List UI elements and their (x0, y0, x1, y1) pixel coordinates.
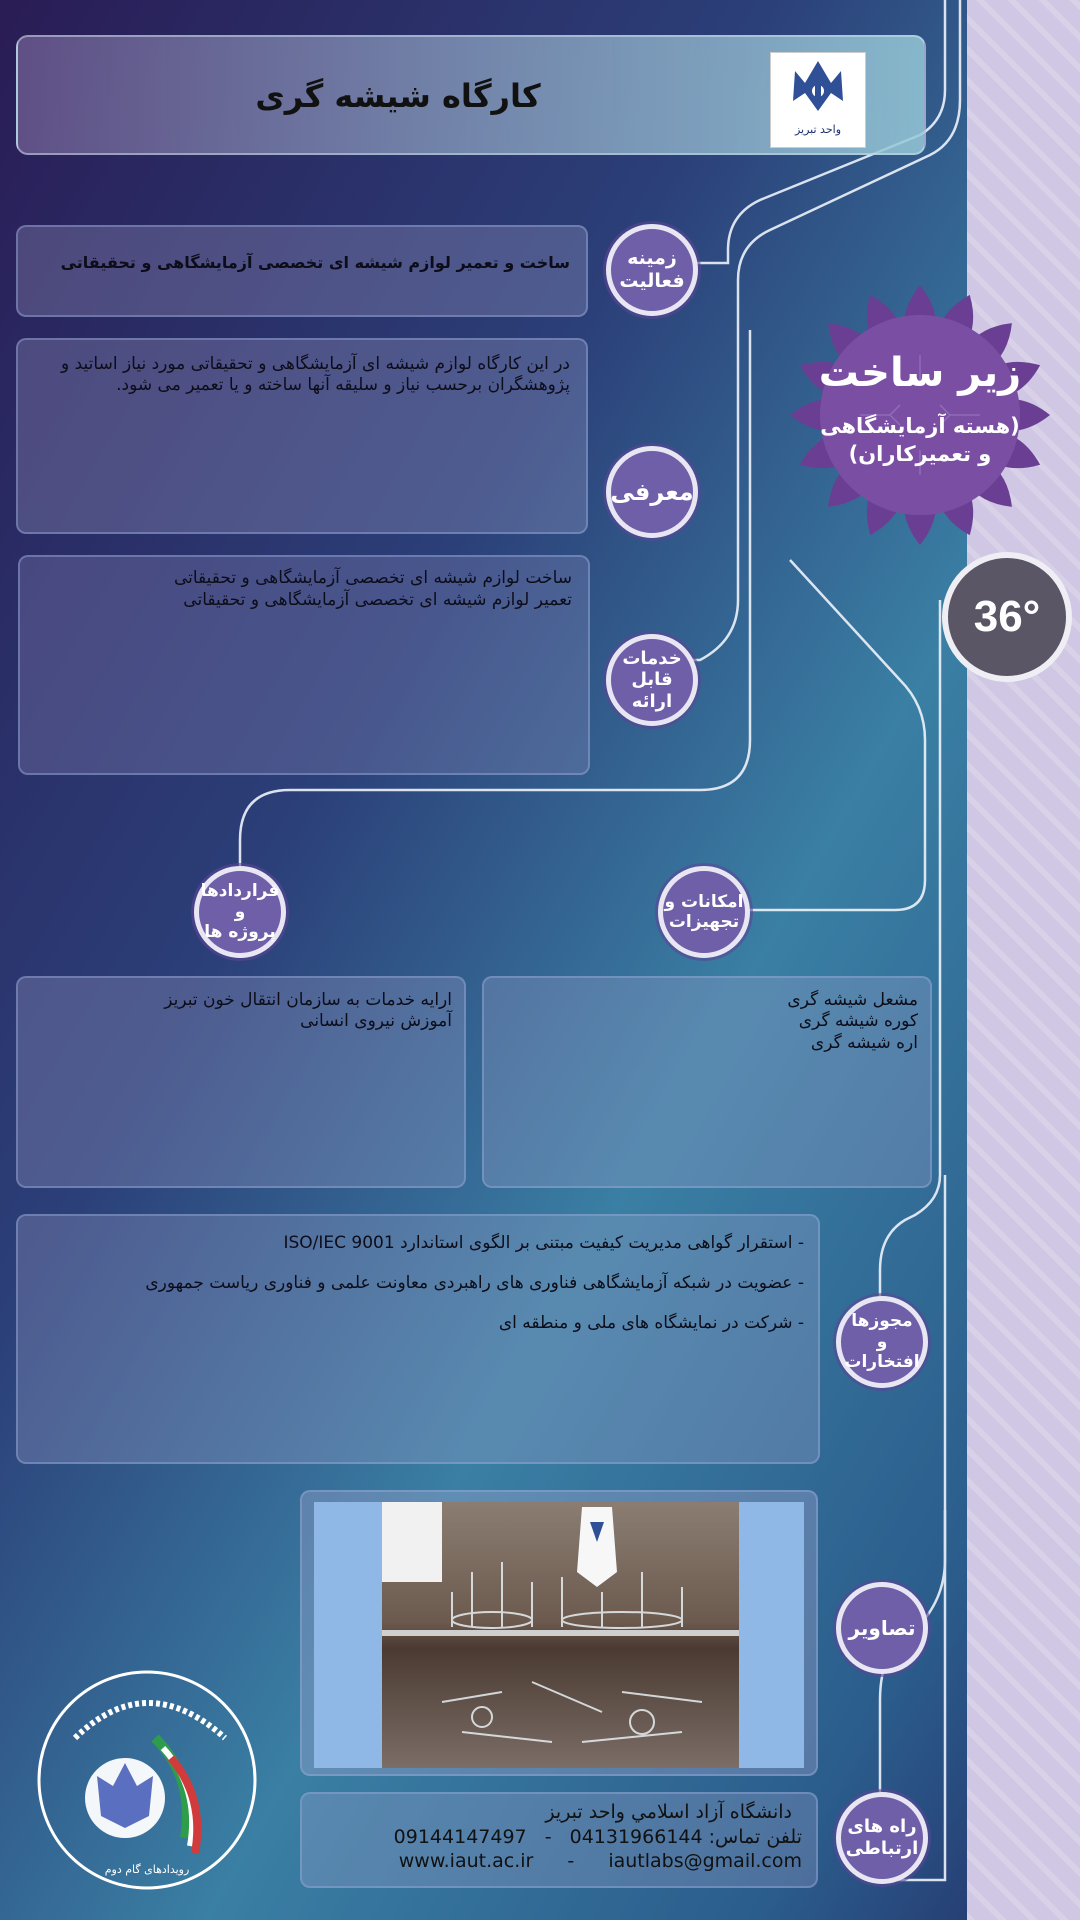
equipment-item-2: کوره شیشه گری (798, 1011, 918, 1032)
hub-title-block (810, 350, 1030, 466)
equipment-item-1: مشعل شیشه گری (787, 990, 918, 1010)
contracts-item-1: ارایه خدمات به سازمان انتقال خون تبریز (164, 990, 452, 1010)
contact-phone-1[interactable]: 04131966144 (569, 1825, 703, 1848)
services-label-line1: خدمات (622, 647, 682, 669)
field-panel (16, 225, 588, 317)
contracts-label-line2: پروژه ها (204, 922, 276, 943)
contracts-item-2: آموزش نیروی انسانی (300, 1011, 452, 1032)
equipment-circle (658, 866, 750, 958)
images-circle (836, 1582, 928, 1674)
licenses-panel (16, 1214, 820, 1464)
intro-label: معرفی (610, 477, 694, 506)
licenses-circle (836, 1296, 928, 1388)
contact-university: دانشگاه آزاد اسلامي واحد تبريز (545, 1801, 792, 1823)
title-bar (16, 35, 926, 155)
hub-title: زیر ساخت (818, 350, 1022, 396)
contact-label-line1: راه های (847, 1816, 917, 1838)
photo-frame (300, 1490, 818, 1776)
contact-label-line2: ارتباطی (845, 1838, 919, 1859)
anniversary-logo (35, 1668, 260, 1893)
equipment-label-line2: تجهیزات (668, 912, 740, 932)
contact-web-row (316, 1849, 802, 1874)
licenses-item-1: - استقرار گواهی مدیریت کیفیت مبتنی بر الگوی استاندارد ISO/IEC 9001 (283, 1233, 804, 1253)
contact-phone-2[interactable]: 09144147497 (393, 1825, 527, 1848)
degree-badge: 36° (942, 552, 1072, 682)
anniversary-caption: رویداد‌های گام دوم (104, 1863, 190, 1876)
field-label-line1: زمینه (627, 247, 677, 270)
licenses-label-line1: مجوزها (851, 1311, 913, 1332)
contact-email[interactable]: iautlabs@gmail.com (608, 1850, 802, 1873)
workshop-photo-content (382, 1502, 739, 1768)
hub-subtitle-line1: (هسته آزمایشگاهی (820, 414, 1020, 438)
images-label: تصاویر (848, 1616, 916, 1640)
field-text: ساخت و تعمیر لوازم شیشه ای تخصصی آزمایشگاهی و تحقیقاتی (60, 253, 570, 272)
contracts-label-line1: قراردادها و (200, 881, 280, 922)
hub-subtitle-line2: و تعمیرکاران) (848, 442, 992, 466)
equipment-item-3: اره شیشه گری (810, 1032, 918, 1053)
services-panel (18, 555, 590, 775)
contact-website[interactable]: www.iaut.ac.ir (398, 1850, 534, 1873)
equipment-panel (482, 976, 932, 1188)
workshop-photo (314, 1502, 804, 1768)
logo-caption: واحد تبریز (794, 123, 842, 136)
contact-phone-row (316, 1825, 802, 1850)
licenses-item-2: - عضویت در شبکه آزمایشگاهی فناوری های راهبردی معاونت علمی و فناوری ریاست جمهوری (145, 1273, 804, 1294)
services-label-line2: قابل ارائه (631, 669, 673, 712)
field-label-line2: فعالیت (619, 270, 685, 292)
contact-circle (836, 1792, 928, 1884)
services-circle (606, 634, 698, 726)
intro-circle (606, 446, 698, 538)
contact-separator-2: - (567, 1850, 575, 1873)
licenses-item-3: - شرکت در نمایشگاه های ملی و منطقه ای (498, 1313, 804, 1334)
services-item-2: تعمیر لوازم شیشه ای تخصصی آزمایشگاهی و تحقیقاتی (183, 590, 572, 611)
page-title: کارگاه شیشه گری (255, 77, 541, 115)
intro-text: در این کارگاه لوازم شیشه ای آزمایشگاهی و تحقیقاتی مورد نیاز اساتید و پژوهشگران برحسب نیاز و سلیقه آنها ساخته و یا تعمیر می شود. (61, 354, 570, 396)
intro-panel (16, 338, 588, 534)
contracts-panel (16, 976, 466, 1188)
contact-panel (300, 1792, 818, 1888)
equipment-label-line1: امکانات و (664, 891, 744, 912)
field-circle (606, 224, 698, 316)
university-logo (770, 52, 866, 148)
contact-phone-label: تلفن تماس: (708, 1825, 802, 1848)
contracts-circle (194, 866, 286, 958)
licenses-label-line2: و افتخارات (844, 1331, 920, 1373)
services-item-1: ساخت لوازم شیشه ای تخصصی آزمایشگاهی و تحقیقاتی (173, 568, 572, 588)
contact-separator: - (544, 1825, 552, 1848)
